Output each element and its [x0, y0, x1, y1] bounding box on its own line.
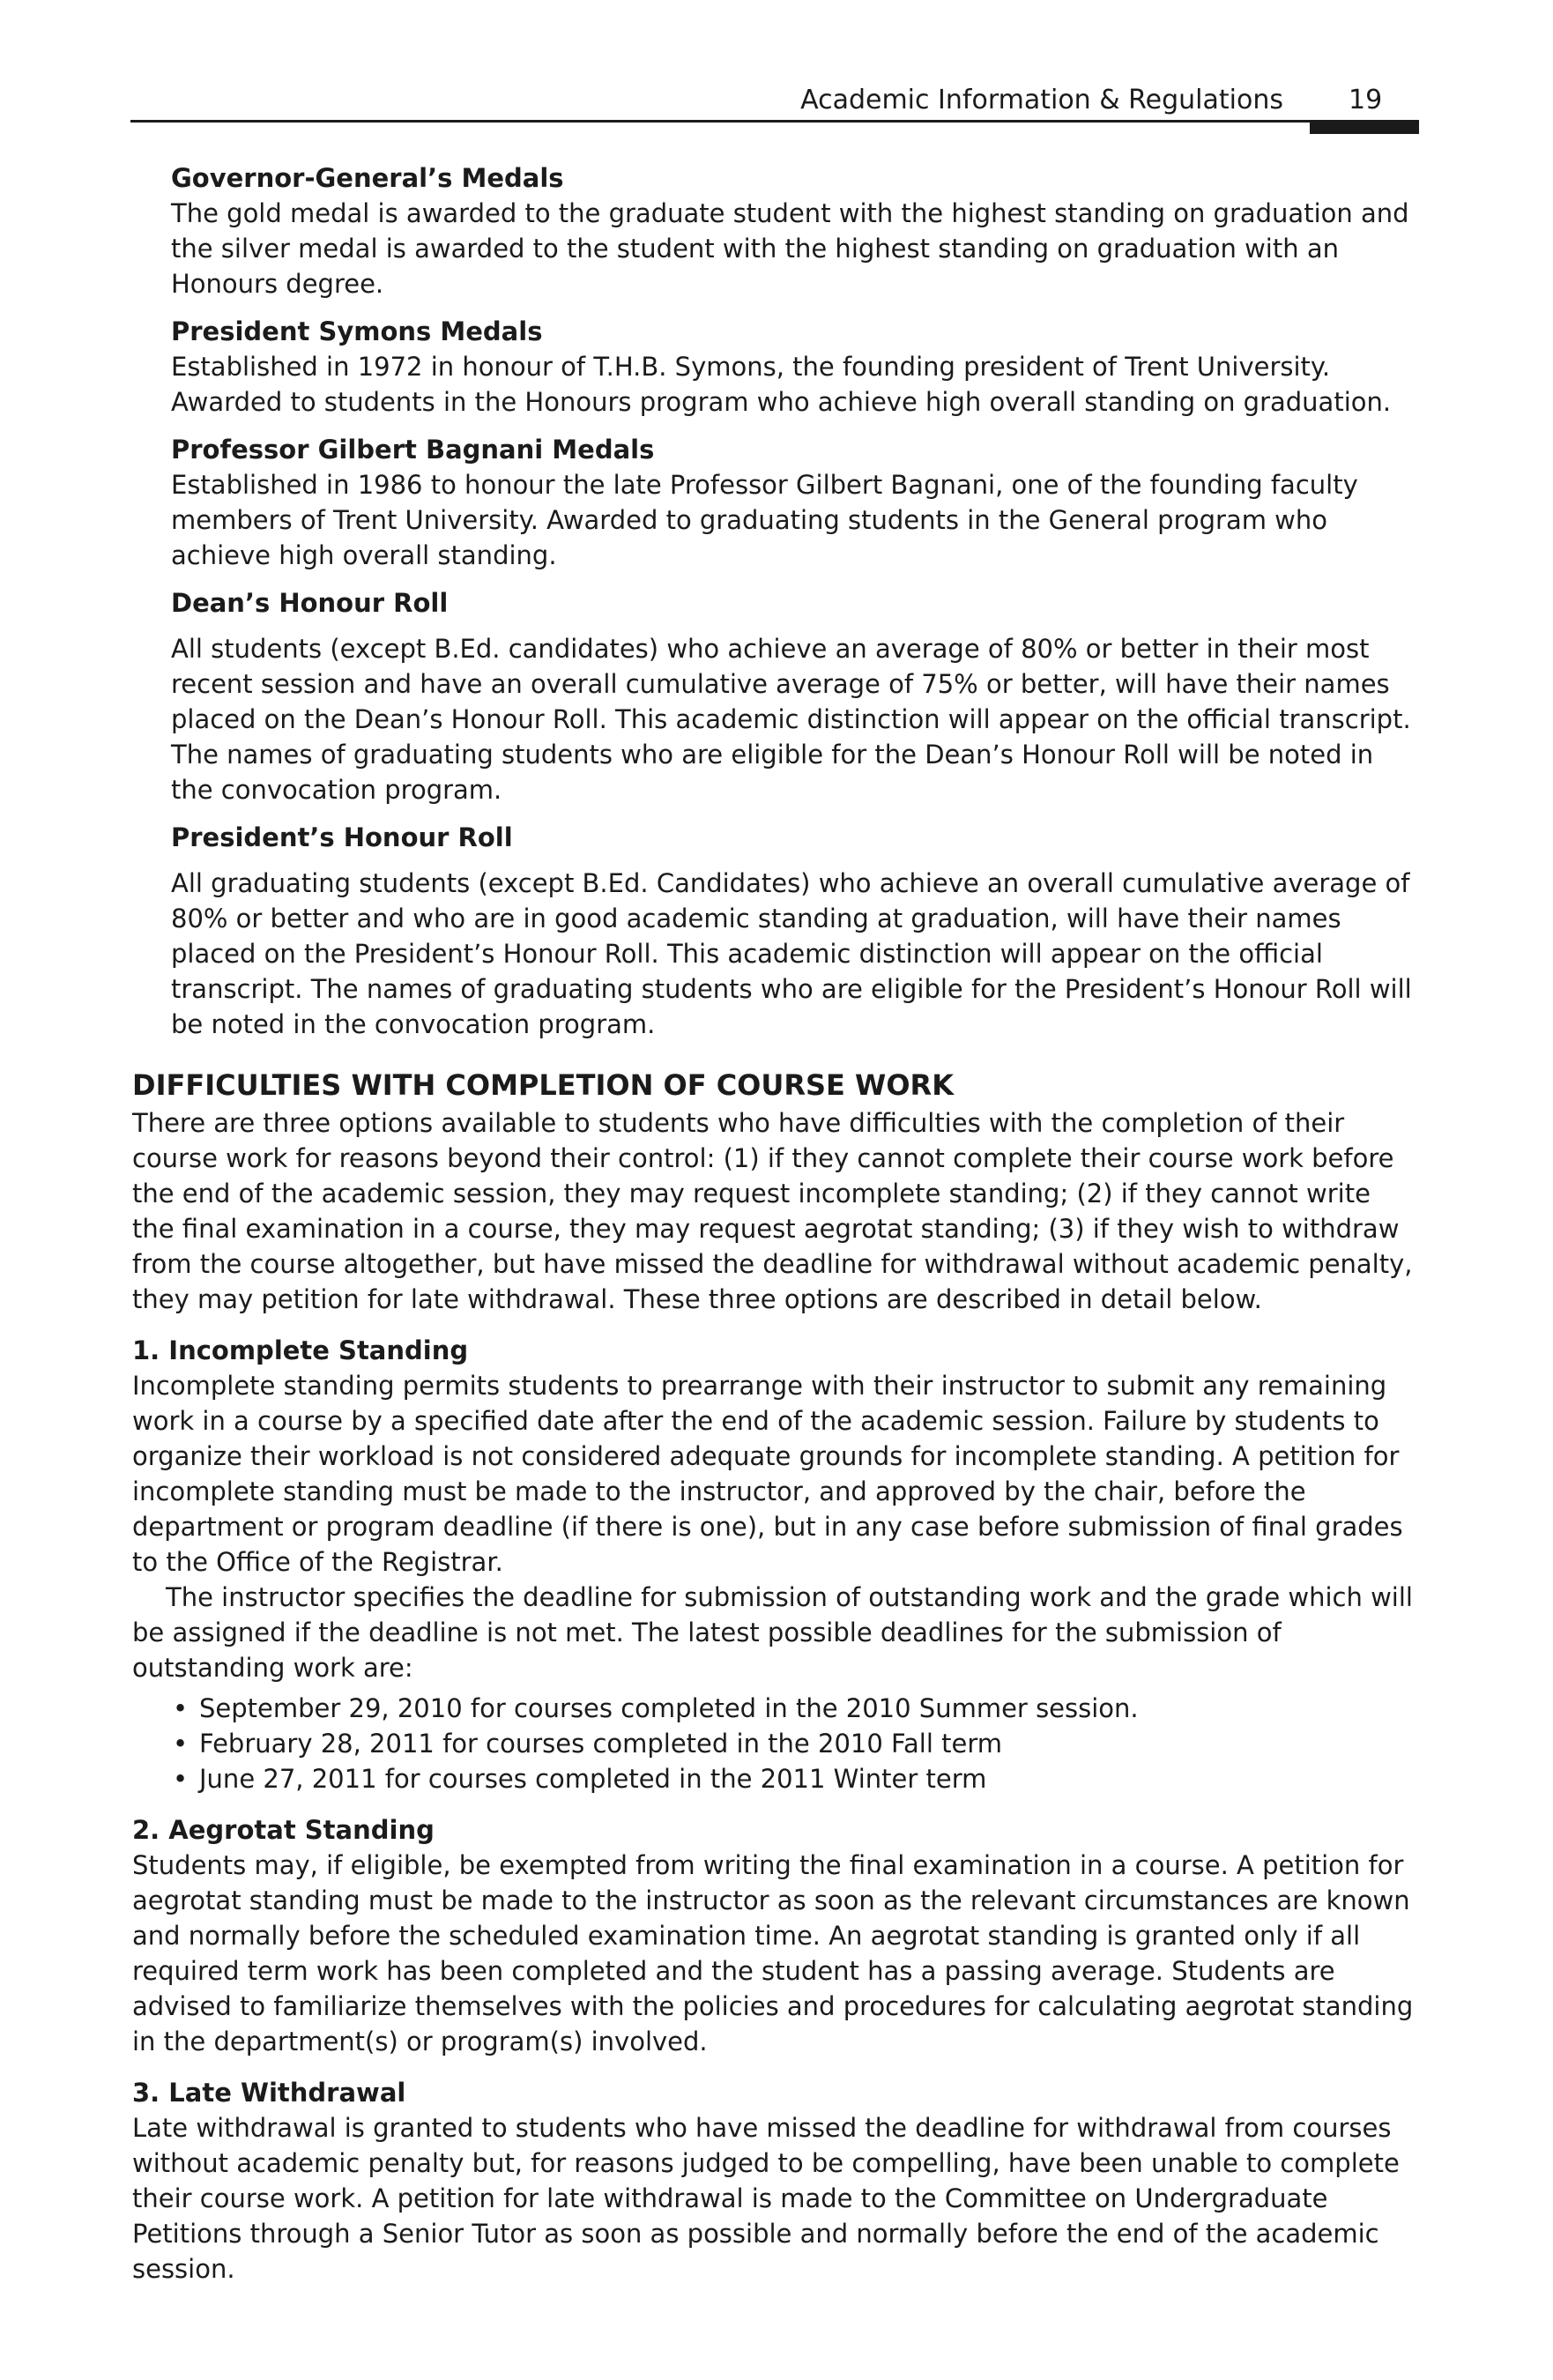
late-withdrawal: [132, 2075, 1419, 2287]
award-title: Governor-General’s Medals: [171, 163, 564, 193]
numbered-body: Incomplete standing permits students to prearrange with their instructor to submit any remaining work in a course by a specified date after the end of the academic session. Failure by students to organize their workload is not considered adequate grounds for incomplete standing. A petition for incomplete standing must be made to the instructor, and approved by the chair, before the department or program deadline (if there is one), but in any case before submission of final grades to the Office of the Registrar.: [132, 1371, 1403, 1577]
header-rule: [130, 120, 1419, 123]
running-header: Academic Information & Regulations: [800, 85, 1283, 115]
numbered-title: 1. Incomplete Standing: [132, 1335, 469, 1365]
header-corner-block: [1310, 120, 1419, 134]
award-body: All graduating students (except B.Ed. Candidates) who achieve an overall cumulative average of 80% or better and who are in good academic standing at graduation, will have their names placed on the President’s Honour Roll. This academic distinction will appear on the official transcript. The names of graduating students who are eligible for the President’s Honour Roll will be noted in the convocation program.: [171, 868, 1412, 1039]
award-president-symons: [171, 314, 1419, 420]
page-number: 19: [1349, 85, 1383, 115]
award-deans-honour-roll: [171, 585, 1419, 807]
list-item: • February 28, 2011 for courses completed in the 2010 Fall term: [166, 1726, 1419, 1761]
numbered-body: Late withdrawal is granted to students who have missed the deadline for withdrawal from courses without academic penalty but, for reasons judged to be compelling, have been unable to complete their course work. A petition for late withdrawal is made to the Committee on Undergraduate Petitions through a Senior Tutor as soon as possible and normally before the end of the academic session.: [132, 2113, 1400, 2284]
numbered-body: Students may, if eligible, be exempted from writing the final examination in a course. A petition for aegrotat standing must be made to the instructor as soon as the relevant circumstances are known and normally before the scheduled examination time. An aegrotat standing is granted only if all required term work has been completed and the student has a passing average. Students are advised to familiarize themselves with the policies and procedures for calculating aegrotat standing in the department(s) or program(s) involved.: [132, 1850, 1414, 2056]
award-body: All students (except B.Ed. candidates) who achieve an average of 80% or better in their most recent session and have an overall cumulative average of 75% or better, will have their names placed on the Dean’s Honour Roll. This academic distinction will appear on the official transcript. The names of graduating students who are eligible for the Dean’s Honour Roll will be noted in the convocation program.: [171, 634, 1411, 805]
aegrotat-standing: [132, 1812, 1419, 2059]
list-item: • June 27, 2011 for courses completed in the 2011 Winter term: [166, 1761, 1419, 1796]
award-title: Professor Gilbert Bagnani Medals: [171, 435, 655, 465]
award-presidents-honour-roll: [171, 820, 1419, 1042]
award-title: President’s Honour Roll: [171, 822, 513, 852]
incomplete-standing: [132, 1333, 1419, 1796]
award-title: Dean’s Honour Roll: [171, 588, 449, 618]
award-body: Established in 1986 to honour the late Professor Gilbert Bagnani, one of the founding faculty members of Trent University. Awarded to graduating students in the General program who achieve high overall standing.: [171, 470, 1358, 570]
page-content: [132, 160, 1419, 2287]
award-bagnani: [171, 432, 1419, 573]
deadline-list: [166, 1691, 1419, 1796]
award-governor-general: [171, 160, 1419, 301]
numbered-title: 3. Late Withdrawal: [132, 2078, 406, 2108]
section-intro: There are three options available to students who have difficulties with the completion of their course work for reasons beyond their control: (1) if they cannot complete their course work before the end of the academic session, they may request incomplete standing; (2) if they cannot write the final examination in a course, they may request aegrotat standing; (3) if they wish to withdraw from the course altogether, but have missed the deadline for withdrawal without academic penalty, they may petition for late withdrawal. These three options are described in detail below.: [132, 1108, 1413, 1314]
award-body: Established in 1972 in honour of T.H.B. Symons, the founding president of Trent University. Awarded to students in the Honours program who achieve high overall standing on graduation.: [171, 352, 1392, 417]
section-heading: DIFFICULTIES WITH COMPLETION OF COURSE WORK: [132, 1068, 954, 1102]
list-item: • September 29, 2010 for courses completed in the 2010 Summer session.: [166, 1691, 1419, 1726]
award-title: President Symons Medals: [171, 316, 543, 346]
numbered-body: The instructor specifies the deadline for submission of outstanding work and the grade which will be assigned if the deadline is not met. The latest possible deadlines for the submission of outstanding work are:: [132, 1582, 1413, 1683]
award-body: The gold medal is awarded to the graduate student with the highest standing on graduation and the silver medal is awarded to the student with the highest standing on graduation with an Honours degree.: [171, 198, 1409, 299]
numbered-title: 2. Aegrotat Standing: [132, 1815, 435, 1845]
